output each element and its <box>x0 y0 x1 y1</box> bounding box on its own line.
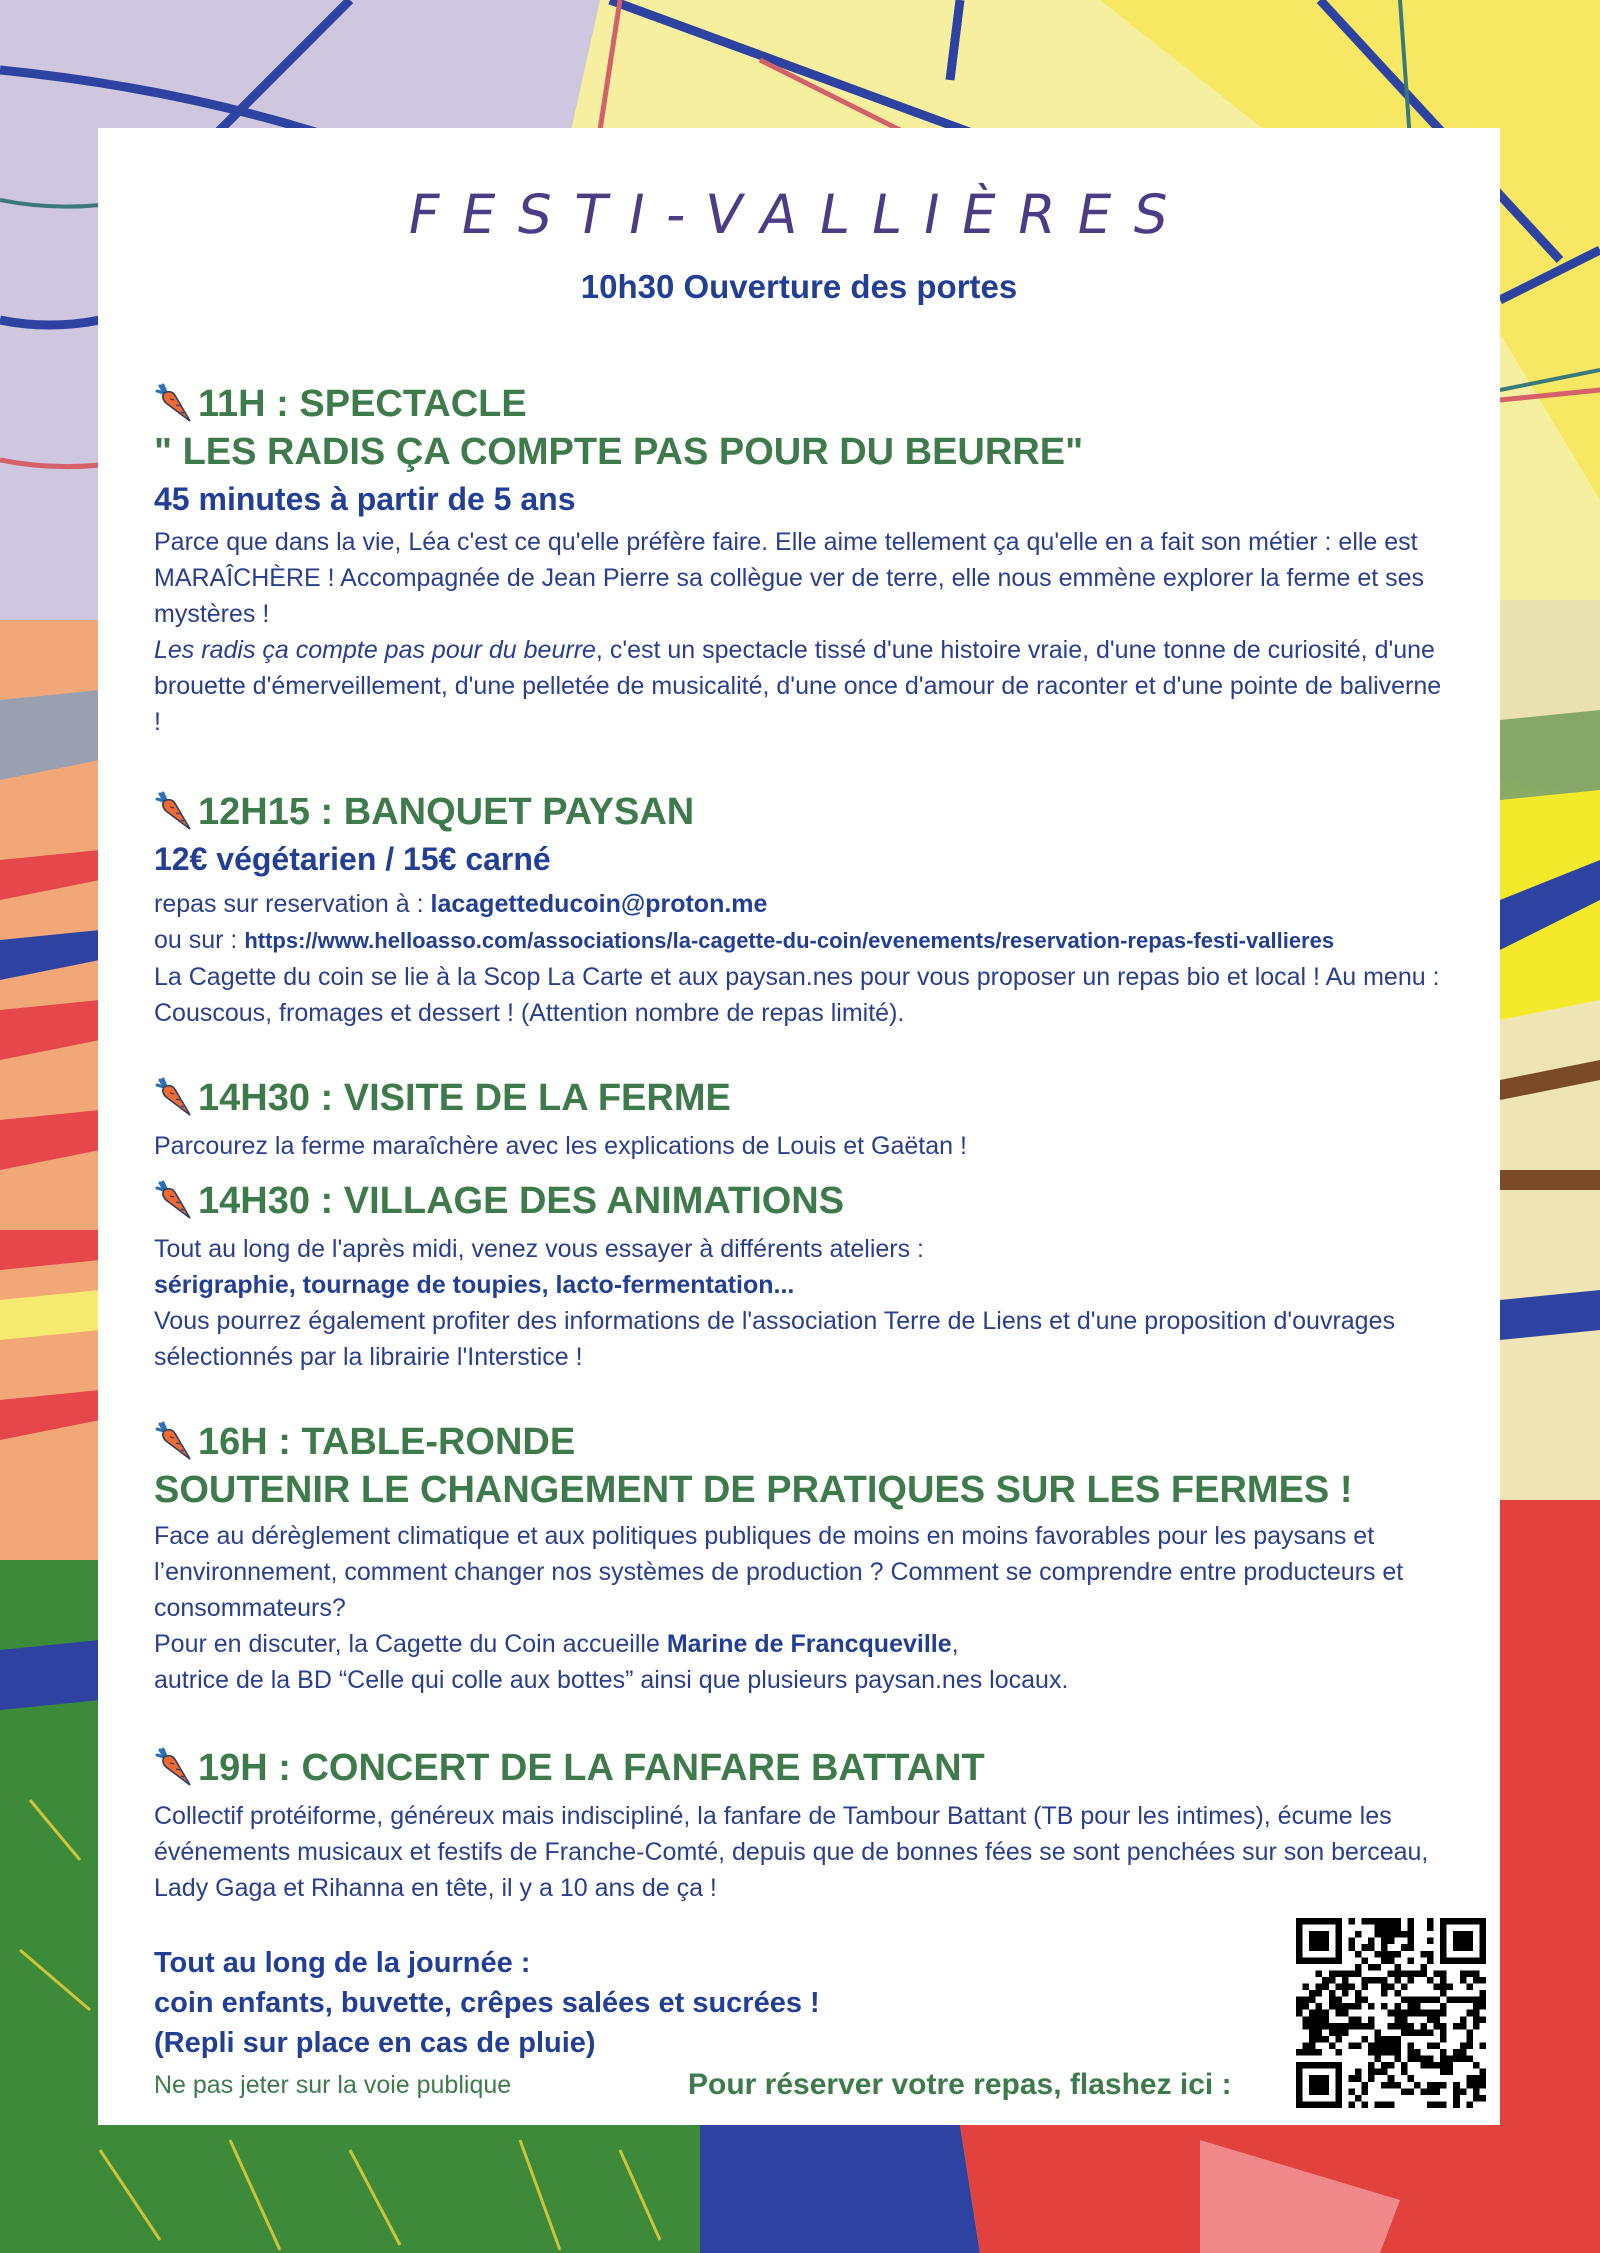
qr-code[interactable] <box>1296 1918 1486 2108</box>
show-title-italic: Les radis ça compte pas pour du beurre <box>154 636 596 664</box>
section-heading-text: 14H30 : VISITE DE LA FERME <box>198 1077 731 1119</box>
round-table-description <box>154 1518 1450 1698</box>
section-banquet <box>154 788 1450 1031</box>
section-round-table <box>154 1418 1450 1698</box>
qr-call-to-action: Pour réserver votre repas, flashez ici : <box>688 2068 1232 2101</box>
carrot-icon <box>154 791 196 833</box>
section-heading-text: 16H : TABLE-RONDE <box>198 1421 576 1463</box>
workshop-list: sérigraphie, tournage de toupies, lacto-fermentation... <box>154 1271 795 1299</box>
round-table-topic: SOUTENIR LE CHANGEMENT DE PRATIQUES SUR LES FERMES ! <box>154 1469 1353 1511</box>
section-heading-text: 11H : SPECTACLE <box>198 383 527 425</box>
section-heading <box>154 1074 1450 1122</box>
section-heading-text: 19H : CONCERT DE LA FANFARE BATTANT <box>198 1747 985 1789</box>
opening-time: 10h30 Ouverture des portes <box>580 268 1018 305</box>
program-panel <box>98 128 1500 2125</box>
carrot-icon <box>154 1747 196 1789</box>
all-day-line1: Tout au long de la journée : <box>154 1947 531 1979</box>
carrot-icon <box>154 383 196 425</box>
village-intro: Tout au long de l'après midi, venez vous essayer à différents ateliers : <box>154 1235 925 1263</box>
guest-suffix: , <box>951 1630 959 1658</box>
farm-visit-description: Parcourez la ferme maraîchère avec les explications de Louis et Gaëtan ! <box>154 1132 967 1160</box>
banquet-description <box>154 886 1450 1031</box>
qr-code-icon[interactable] <box>1296 1918 1486 2108</box>
guest-name: Marine de Francqueville <box>666 1630 952 1658</box>
show-duration: 45 minutes à partir de 5 ans <box>154 481 576 517</box>
section-heading-text: 12H15 : BANQUET PAYSAN <box>198 791 695 833</box>
show-title: " LES RADIS ÇA COMPTE PAS POUR DU BEURRE" <box>154 431 1084 473</box>
round-table-paragraph: Face au dérèglement climatique et aux politiques publiques de moins en moins favorables pour les paysans et l’environnement, comment changer nos systèmes de production ? Comment se comprendre entre producteurs et consommateurs? <box>154 1522 1404 1622</box>
banquet-prices: 12€ végétarien / 15€ carné <box>154 841 551 877</box>
link-label: ou sur : <box>154 926 245 954</box>
all-day-line2: coin enfants, buvette, crêpes salées et sucrées ! <box>154 1987 820 2019</box>
section-heading <box>154 1744 1450 1792</box>
carrot-icon <box>154 1421 196 1463</box>
all-day-info <box>154 1943 1240 2063</box>
section-heading <box>154 1177 1450 1225</box>
guest-line2: autrice de la BD “Celle qui colle aux bottes” ainsi que plusieurs paysan.nes locaux. <box>154 1666 1069 1694</box>
banquet-paragraph: La Cagette du coin se lie à la Scop La Carte et aux paysan.nes pour vous proposer un repas bio et local ! Au menu : Couscous, fromages et dessert ! (Attention nombre de repas limité). <box>154 963 1440 1027</box>
village-paragraph: Vous pourrez également profiter des informations de l'association Terre de Liens et d'une proposition d'ouvrages sélectionnés par la librairie l'Interstice ! <box>154 1307 1395 1371</box>
reservation-url-link[interactable]: https://www.helloasso.com/associations/la-cagette-du-coin/evenements/reservation-repas-festi-vallieres <box>244 928 1335 953</box>
section-heading-text: 14H30 : VILLAGE DES ANIMATIONS <box>198 1180 845 1222</box>
concert-description: Collectif protéiforme, généreux mais indiscipliné, la fanfare de Tambour Battant (TB pour les intimes), écume les événements musicaux et festifs de Franche-Comté, depuis que de bonnes fées se sont penchées sur son berceau, Lady Gaga et Rihanna en tête, il y a 10 ans de ça ! <box>154 1802 1429 1902</box>
disclaimer: Ne pas jeter sur la voie publique <box>154 2071 512 2099</box>
section-concert <box>154 1744 1450 1906</box>
section-activities-village <box>154 1177 1450 1375</box>
show-description <box>154 524 1450 740</box>
carrot-icon <box>154 1180 196 1222</box>
section-farm-visit <box>154 1074 1450 1164</box>
guest-prefix: Pour en discuter, la Cagette du Coin accueille <box>154 1630 667 1658</box>
show-description-p2: , c'est un spectacle tissé d'une histoire vraie, d'une tonne de curiosité, d'une brouette d'émerveillement, d'une pelletée de musicalité, d'une once d'amour de raconter et d'une pointe de baliverne ! <box>154 636 1442 736</box>
reservation-email-link[interactable]: lacagetteducoin@proton.me <box>430 890 768 918</box>
section-spectacle <box>154 380 1450 740</box>
section-heading <box>154 380 1450 428</box>
all-day-line3: (Repli sur place en cas de pluie) <box>154 2027 596 2059</box>
show-description-p1: Parce que dans la vie, Léa c'est ce qu'elle préfère faire. Elle aime tellement ça qu'elle en a fait son métier : elle est MARAÎCHÈRE ! Accompagnée de Jean Pierre sa collègue ver de terre, elle nous emmène explorer la ferme et ses mystères ! <box>154 528 1425 628</box>
village-description <box>154 1231 1450 1375</box>
carrot-icon <box>154 1077 196 1119</box>
section-heading <box>154 788 1450 836</box>
poster-title: FESTI-VALLIÈRES <box>402 183 1196 246</box>
section-heading <box>154 1418 1450 1466</box>
reservation-label: repas sur reservation à : <box>154 890 431 918</box>
